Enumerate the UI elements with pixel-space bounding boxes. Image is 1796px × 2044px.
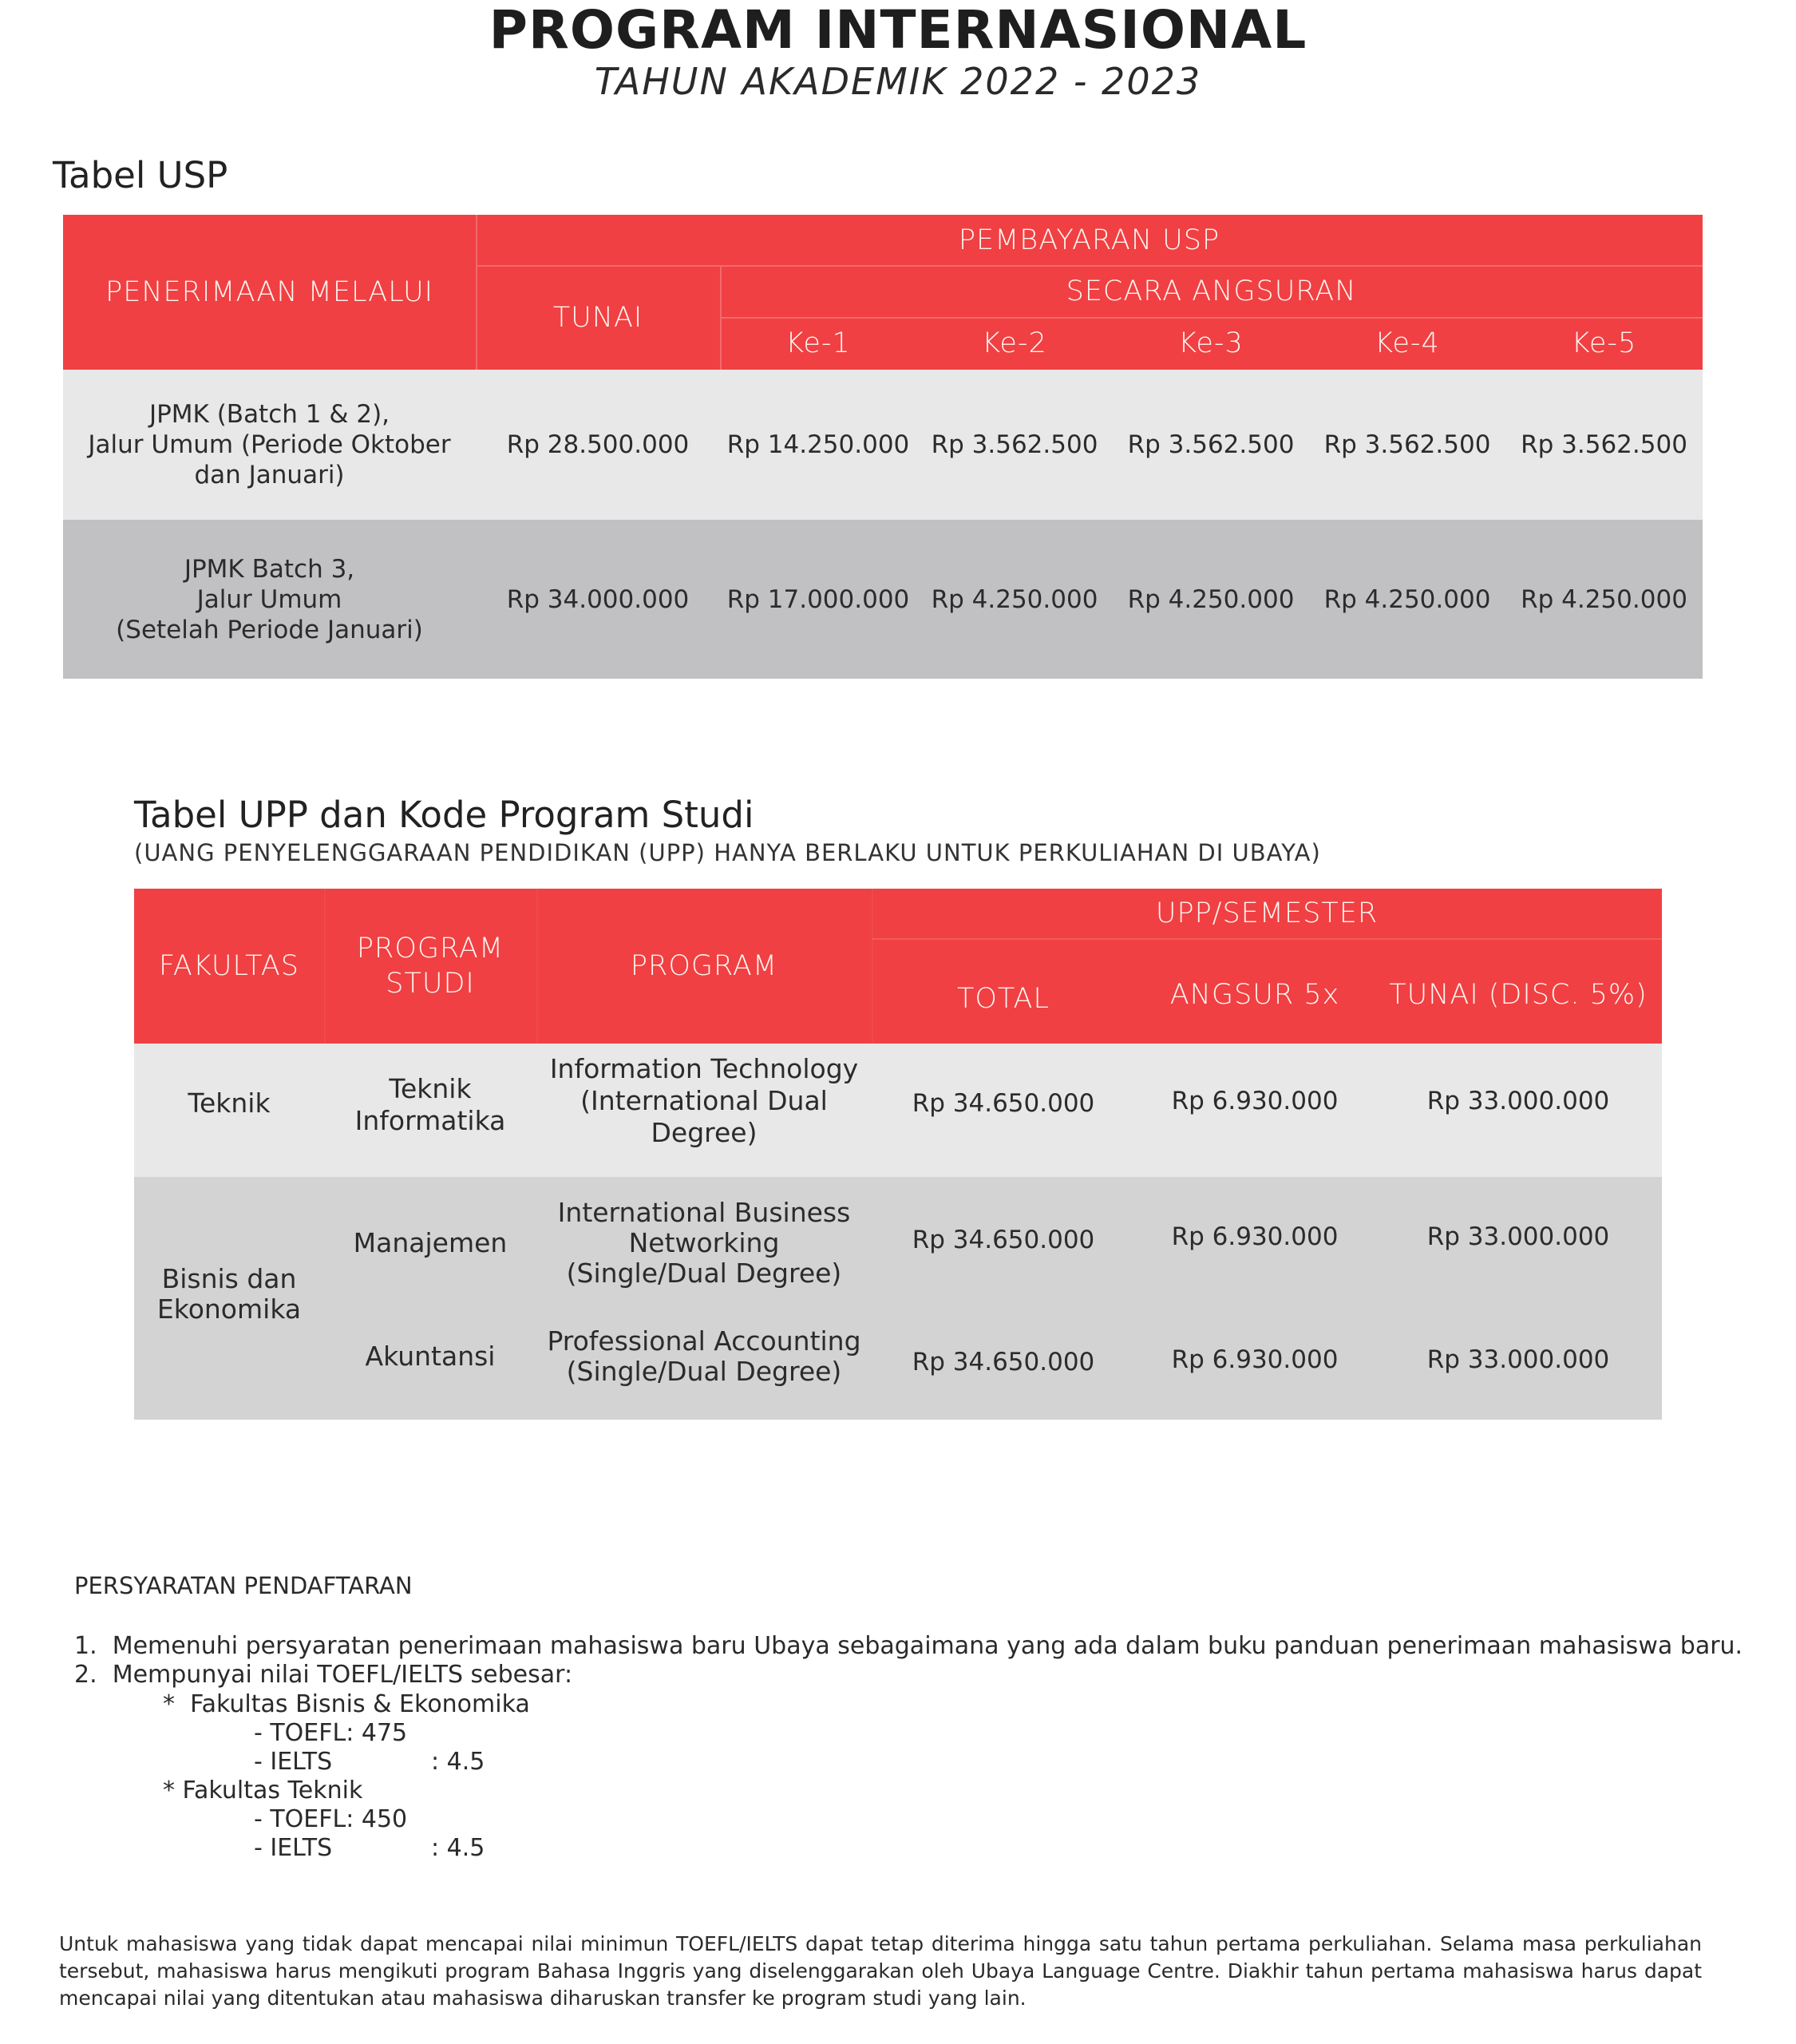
upp-angsur: Rp 6.930.000 [1171,1345,1339,1374]
ielts-value-teknik: : 4.5 [431,1834,485,1862]
upp-tunai: Rp 33.000.000 [1426,1222,1610,1251]
usp-header-pembayaran: PEMBAYARAN USP [958,224,1220,256]
label-line: dan Januari) [194,461,345,489]
upp-angsur: Rp 6.930.000 [1171,1222,1339,1251]
toefl-bisnis: - TOEFL: 475 [254,1719,408,1747]
page-title: PROGRAM INTERNASIONAL [489,0,1307,61]
upp-header-program: PROGRAM [630,950,778,982]
upp-table [134,889,1662,1420]
header-line: STUDI [386,968,475,1000]
label-line: (Setelah Periode Januari) [116,615,423,644]
usp-header-ke-1: Ke-1 [785,327,851,359]
divider [872,889,873,1044]
divider [872,938,1662,940]
requirement-faculty-teknik: * Fakultas Teknik [163,1777,363,1804]
label-line: JPMK (Batch 1 & 2), [148,400,390,429]
requirement-item-1: 1. Memenuhi persyaratan penerimaan mahasiswa baru Ubaya sebagaimana yang ada dalam buku panduan penerimaan mahasiswa baru. [74,1632,1743,1660]
upp-header-program-studi [324,889,536,1044]
prodi-line: Teknik [389,1072,472,1104]
label-line: JPMK Batch 3, [184,554,355,584]
usp-row-ke-5: Rp 3.562.500 [1521,430,1687,459]
program-line: (Single/Dual Degree) [566,1356,842,1387]
usp-header-tunai: TUNAI [552,301,643,334]
program-line: Professional Accounting [547,1325,861,1357]
usp-row-ke-3: Rp 3.562.500 [1127,430,1295,459]
label-line: Jalur Umum [196,584,342,614]
fakultas-line: Ekonomika [156,1293,302,1325]
divider [720,317,1703,319]
upp-section-title: Tabel UPP dan Kode Program Studi [134,794,754,836]
usp-row-ke-5: Rp 4.250.000 [1521,584,1687,614]
usp-header-angsuran: SECARA ANGSURAN [1066,275,1357,307]
upp-program [536,1309,872,1404]
upp-header-tunai: TUNAI (DISC. 5%) [1389,979,1648,1011]
upp-prodi: Manajemen [353,1226,508,1258]
program-line: International Business [557,1196,851,1228]
upp-header-angsur: ANGSUR 5x [1169,979,1340,1011]
usp-header-penerimaan: PENERIMAAN MELALUI [105,276,433,308]
ielts-label-teknik: - IELTS [254,1834,333,1862]
usp-header-ke-2: Ke-2 [982,327,1047,359]
usp-header-ke-3: Ke-3 [1178,327,1244,359]
upp-header-upp-semester: UPP/SEMESTER [1155,897,1379,929]
requirements-title: PERSYARATAN PENDAFTARAN [74,1572,413,1599]
upp-total: Rp 34.650.000 [912,1226,1095,1254]
upp-total: Rp 34.650.000 [912,1348,1095,1377]
upp-header-fakultas: FAKULTAS [159,950,299,982]
fakultas-line: Bisnis dan [161,1263,297,1294]
program-line: (International Dual Degree) [580,1084,828,1148]
upp-prodi: Akuntansi [365,1341,496,1372]
usp-row-ke-2: Rp 4.250.000 [931,584,1098,614]
upp-angsur: Rp 6.930.000 [1171,1086,1339,1115]
usp-row-label [63,520,476,679]
upp-tunai: Rp 33.000.000 [1426,1345,1610,1374]
upp-total: Rp 34.650.000 [912,1089,1095,1118]
upp-program [536,1044,872,1177]
program-line: Networking [628,1226,780,1258]
usp-row-tunai: Rp 28.500.000 [506,430,690,459]
ielts-label-bisnis: - IELTS [254,1748,333,1776]
footer-note: Untuk mahasiswa yang tidak dapat mencapai nilai minimun TOEFL/IELTS dapat tetap diterima hingga satu tahun pertama perkuliahan. Selama masa perkuliahan tersebut, mahasiswa harus mengikuti program Bahasa Inggris yang diselenggarakan oleh Ubaya Language Centre. Diakhir tahun pertama mahasiswa harus dapat mencapai nilai yang ditentukan atau mahasiswa diharuskan transfer ke program studi yang lain. [59,1932,1702,2010]
divider [476,215,477,370]
program-line: (Single/Dual Degree) [566,1257,842,1289]
upp-section-subtitle: (UANG PENYELENGGARAAN PENDIDIKAN (UPP) HANYA BERLAKU UNTUK PERKULIAHAN DI UBAYA) [134,839,1321,866]
ielts-value-bisnis: : 4.5 [431,1748,485,1776]
usp-header-ke-4: Ke-4 [1375,327,1440,359]
divider [324,889,326,1044]
usp-header-ke-5: Ke-5 [1571,327,1637,359]
upp-tunai: Rp 33.000.000 [1426,1086,1610,1115]
program-line: Information Technology [549,1052,859,1084]
usp-row-ke-4: Rp 3.562.500 [1323,430,1491,459]
usp-row-ke-3: Rp 4.250.000 [1127,584,1295,614]
usp-row-ke-4: Rp 4.250.000 [1323,584,1491,614]
divider [536,889,538,1044]
header-line: PROGRAM [356,933,504,965]
usp-table [63,215,1703,679]
upp-program [536,1177,872,1309]
usp-row-ke-1: Rp 17.000.000 [726,584,910,614]
usp-row-ke-1: Rp 14.250.000 [726,430,910,459]
usp-section-title: Tabel USP [53,154,228,196]
usp-row-label [63,370,476,520]
upp-prodi [324,1044,536,1177]
divider [476,265,1703,267]
usp-row-tunai: Rp 34.000.000 [506,584,690,614]
toefl-teknik: - TOEFL: 450 [254,1805,408,1833]
upp-header-total: TOTAL [956,983,1050,1015]
requirement-item-2: 2. Mempunyai nilai TOEFL/IELTS sebesar: [74,1661,573,1689]
page-subtitle: TAHUN AKADEMIK 2022 - 2023 [594,60,1202,103]
requirement-faculty-bisnis: * Fakultas Bisnis & Ekonomika [163,1690,530,1718]
upp-fakultas-bisnis [134,1177,324,1420]
label-line: Jalur Umum (Periode Oktober [88,430,451,459]
prodi-line: Informatika [354,1104,506,1136]
upp-fakultas-teknik: Teknik [188,1087,271,1119]
usp-row-ke-2: Rp 3.562.500 [931,430,1098,459]
